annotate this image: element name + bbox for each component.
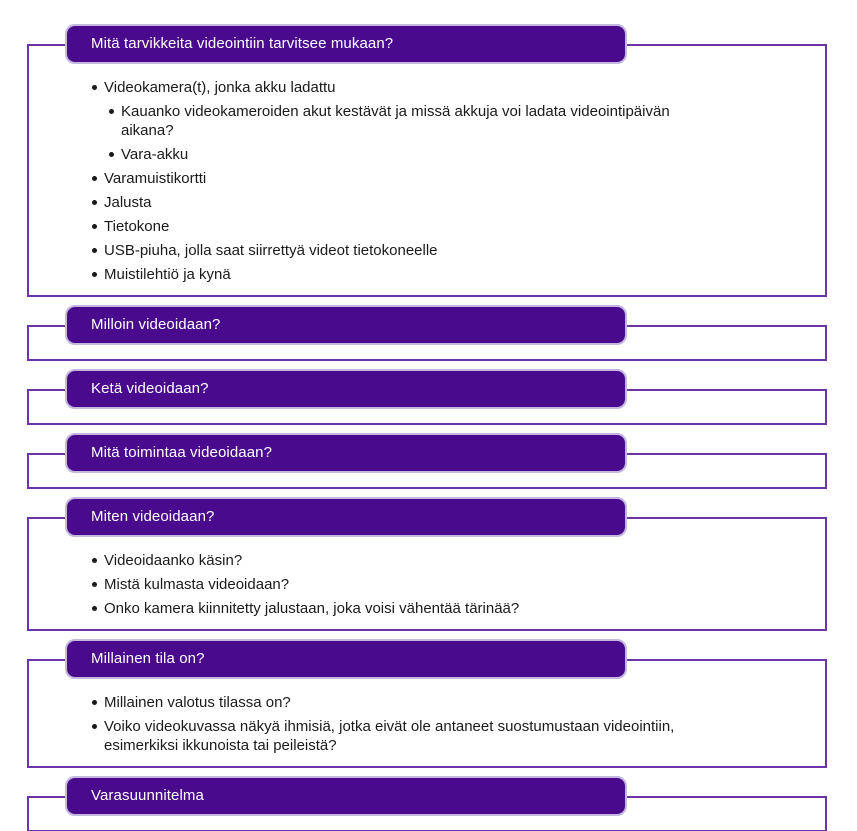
list-item: Varamuistikortti <box>91 169 731 188</box>
section-header-space <box>65 639 627 679</box>
list-item: Millainen valotus tilassa on? <box>91 693 731 712</box>
section-title: Varasuunnitelma <box>91 787 204 804</box>
bullet-list <box>91 693 807 755</box>
section-header-equipment <box>65 24 627 64</box>
list-item: Mistä kulmasta videoidaan? <box>91 575 731 594</box>
section-header-backup-plan <box>65 776 627 816</box>
section-title: Mitä tarvikkeita videointiin tarvitsee mukaan? <box>91 35 394 52</box>
list-item: Voiko videokuvassa näkyä ihmisiä, jotka eivät ole antaneet suostumustaan videointiin, esimerkiksi ikkunoista tai peileistä? <box>91 717 731 755</box>
section-header-who <box>65 369 627 409</box>
section-how <box>27 497 827 631</box>
list-item: Videokamera(t), jonka akku ladattu <box>91 78 731 97</box>
section-header-how <box>65 497 627 537</box>
section-who <box>27 369 827 425</box>
section-title: Mitä toimintaa videoidaan? <box>91 444 273 461</box>
section-title: Miten videoidaan? <box>91 508 215 525</box>
bullet-list <box>91 78 807 284</box>
bullet-list <box>91 551 807 618</box>
section-when <box>27 305 827 361</box>
list-item: USB-piuha, jolla saat siirrettyä videot tietokoneelle <box>91 241 731 260</box>
list-item: Onko kamera kiinnitetty jalustaan, joka voisi vähentää tärinää? <box>91 599 731 618</box>
section-what-activity <box>27 433 827 489</box>
section-body-equipment <box>27 44 827 297</box>
section-backup-plan <box>27 776 827 831</box>
list-item: Kauanko videokameroiden akut kestävät ja missä akkuja voi ladata videointipäivän aikana? <box>108 102 688 140</box>
list-item: Muistilehtiö ja kynä <box>91 265 731 284</box>
section-header-what-activity <box>65 433 627 473</box>
section-header-when <box>65 305 627 345</box>
list-item: Tietokone <box>91 217 731 236</box>
section-equipment <box>27 24 827 297</box>
section-space <box>27 639 827 768</box>
list-item: Vara-akku <box>108 145 688 164</box>
list-item: Jalusta <box>91 193 731 212</box>
section-title: Milloin videoidaan? <box>91 316 221 333</box>
section-title: Millainen tila on? <box>91 650 205 667</box>
section-title: Ketä videoidaan? <box>91 380 209 397</box>
list-item: Videoidaanko käsin? <box>91 551 731 570</box>
